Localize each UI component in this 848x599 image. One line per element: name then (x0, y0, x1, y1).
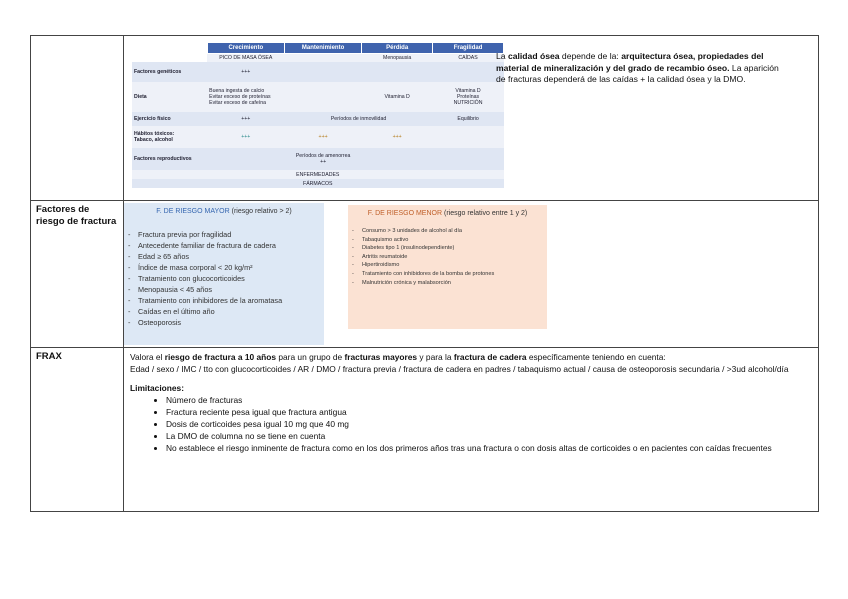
list-item: - Edad ≥ 65 años (138, 251, 324, 262)
list-item: - Osteoporosis (138, 317, 324, 328)
list-item: - Tratamiento con glucocorticoides (138, 273, 324, 284)
list-item: - Antecedente familiar de fractura de cadera (138, 240, 324, 251)
list-item: - Fractura previa por fragilidad (138, 229, 324, 240)
grid-cell: +++ (207, 112, 284, 126)
minor-risk-list (348, 227, 547, 287)
grid-cell: Vitamina D Proteínas NUTRICIÓN (433, 82, 504, 112)
grid-cell: Períodos de inmovilidad (284, 112, 432, 126)
list-item: - Índice de masa corporal < 20 kg/m² (138, 262, 324, 273)
grid-sub-fragilidad: CAÍDAS (433, 54, 504, 63)
grid-row-label: Hábitos tóxicos: Tabaco, alcohol (132, 126, 207, 148)
grid-cell: Períodos de amenorrea ++ (284, 148, 361, 170)
list-item: - Consumo > 3 unidades de alcohol al día (362, 227, 547, 236)
grid-header-mantenimiento: Mantenimiento (284, 43, 361, 54)
list-item: - Tratamiento con inhibidores de la bomba de protones (362, 270, 547, 279)
grid-header-perdida: Pérdida (362, 43, 433, 54)
grid-sub-crecimiento: PICO DE MASA ÓSEA (207, 54, 284, 63)
list-item: • Número de fracturas (166, 394, 812, 406)
grid-cell: Equilibrio (433, 112, 504, 126)
list-item: - Menopausia < 45 años (138, 284, 324, 295)
grid-header-fragilidad: Fragilidad (433, 43, 504, 54)
major-risk-title: F. DE RIESGO MAYOR (156, 208, 230, 215)
list-item: - Tabaquismo activo (362, 236, 547, 245)
frax-variables: Edad / sexo / IMC / tto con glucocorticoides / AR / DMO / fractura previa / fractura de cadera en padres / tabaquismo actual / causa de osteoporosis secundaria / >3ud alcohol/día (130, 364, 789, 374)
risk-factors-cell (124, 201, 819, 348)
list-item: - Caídas en el último año (138, 306, 324, 317)
limitations-title: Limitaciones: (130, 383, 184, 393)
notes-table (30, 35, 819, 512)
grid-cell: Buena ingesta de calcio Evitar exceso de proteínas Evitar exceso de cafeína (207, 82, 284, 112)
minor-risk-box (348, 205, 547, 329)
limitations-list (130, 394, 812, 454)
minor-risk-title: F. DE RIESGO MENOR (367, 210, 443, 217)
row-frax (31, 348, 819, 512)
list-item: • No establece el riesgo inminente de fractura como en los dos primeros años tras una fractura o con dosis altas de corticoides o en pacientes con caídas frecuentes (166, 442, 812, 454)
bone-factors-grid (132, 42, 504, 188)
keyword-calidad-osea: calidad ósea (507, 51, 560, 61)
row-risk-factors (31, 201, 819, 348)
grid-cell: +++ (362, 126, 433, 148)
bone-quality-cell (124, 36, 819, 201)
keyword-arquitectura: arquitectura ósea, propiedades del material de mineralización y del grado de recambio óseo. (496, 51, 764, 73)
major-risk-subtitle: (riesgo relativo > 2) (231, 208, 292, 215)
grid-cell: +++ (207, 126, 284, 148)
list-item: - Hipertiroidismo (362, 261, 547, 270)
list-item: • Fractura reciente pesa igual que fractura antigua (166, 406, 812, 418)
list-item: • La DMO de columna no se tiene en cuenta (166, 430, 812, 442)
grid-row-label: Factores genéticos (132, 62, 207, 82)
grid-row-label: Ejercicio físico (132, 112, 207, 126)
list-item: • Dosis de corticoides pesa igual 10 mg que 40 mg (166, 418, 812, 430)
bone-quality-text: La calidad ósea depende de la: arquitectura ósea, propiedades del material de mineralización y del grado de recambio óseo. La aparición de fracturas dependerá de las caídas + la calidad ósea y la DMO. (496, 51, 779, 84)
frax-description: Valora el riesgo de fractura a 10 años para un grupo de fracturas mayores y para la fractura de cadera específicamente teniendo en cuenta: (130, 352, 666, 362)
major-risk-box (124, 203, 324, 345)
grid-cell: +++ (207, 62, 284, 82)
list-item: - Tratamiento con inhibidores de la aromatasa (138, 295, 324, 306)
list-item: - Malnutrición crónica y malabsorción (362, 279, 547, 288)
minor-risk-subtitle: (riesgo relativo entre 1 y 2) (443, 210, 528, 217)
grid-cell: +++ (284, 126, 361, 148)
grid-header-crecimiento: Crecimiento (207, 43, 284, 54)
list-item: - Diabetes tipo 1 (insulinodependiente) (362, 244, 547, 253)
grid-row-label: Factores reproductivos (132, 148, 207, 170)
grid-cell: Vitamina D (362, 82, 433, 112)
major-risk-list (124, 229, 324, 328)
grid-footer-farmacos: FÁRMACOS (132, 179, 504, 188)
row-label-frax: FRAX (31, 348, 124, 512)
row-bone-quality (31, 36, 819, 201)
frax-cell (124, 348, 819, 512)
grid-row-label: Dieta (132, 82, 207, 112)
grid-sub-perdida: Menopausia (362, 54, 433, 63)
list-item: - Artritis reumatoide (362, 253, 547, 262)
row-label-risk-factors: Factores de riesgo de fractura (31, 201, 124, 348)
grid-footer-enfermedades: ENFERMEDADES (132, 170, 504, 179)
row-label-empty (31, 36, 124, 201)
